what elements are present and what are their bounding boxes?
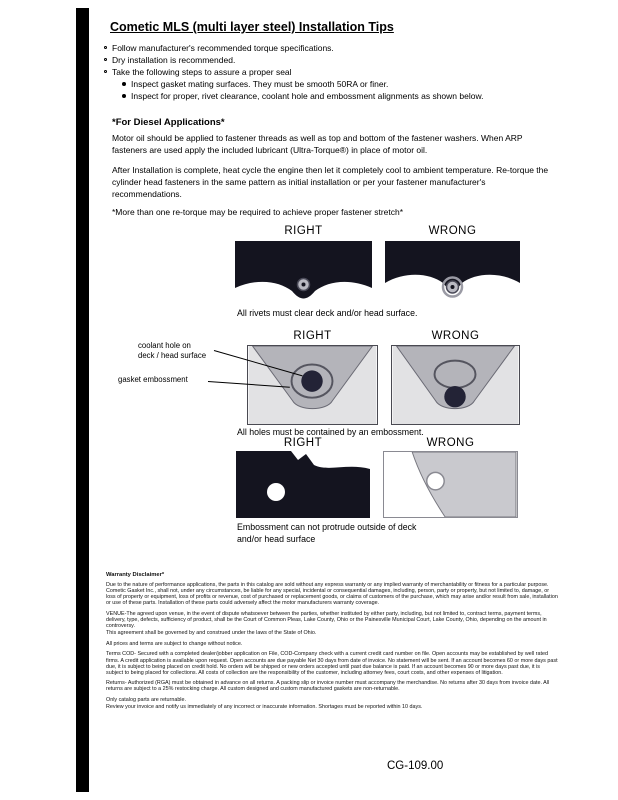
- caption-line: and/or head surface: [237, 533, 316, 544]
- row1-caption: All rivets must clear deck and/or head surface.: [237, 308, 418, 318]
- diesel-applications-heading: *For Diesel Applications*: [112, 117, 225, 128]
- warranty-paragraph: Only catalog parts are returnable.: [106, 697, 187, 703]
- warranty-heading: Warranty Disclaimer*: [106, 572, 165, 578]
- circle-bullet-marker: [104, 46, 107, 49]
- annotation-text: deck / head surface: [138, 350, 207, 360]
- tip-item: [104, 43, 554, 55]
- warranty-paragraph: VENUE-The agreed upon venue, in the event of dispute whatsoever between the parties, whether instituted by either party, including, but not limited to, contract terms, payment terms, delivery, type, defects, sufficiency of product, shall be the Court of Common Pleas, Lake County, Ohio or the Painesville Municipal Court, Lake County, Ohio, depending on the amount in controversy.: [106, 610, 547, 630]
- diesel-paragraph-2: After Installation is complete, heat cycle the engine then let it completely cool to ambient temperature. Re-torque the cylinder head fasteners in the same pattern as initial installation or per your fastener manufacturer's recommendations.: [112, 165, 549, 199]
- tip-text: Inspect for proper, rivet clearance, coolant hole and embossment alignments as shown below.: [131, 91, 484, 101]
- rivet-clearance-right-diagram: [235, 241, 372, 303]
- gasket-embossment-annotation: gasket embossment: [118, 375, 188, 384]
- embossment-containment-wrong-diagram: [392, 346, 519, 424]
- rivet-clearance-right-figure: [235, 241, 372, 303]
- row3-caption: [237, 522, 416, 545]
- dot-bullet-marker: [122, 94, 126, 98]
- warranty-paragraph: Review your invoice and notify us immediately of any incorrect or inaccurate information. Shortages must be reported within 10 days.: [106, 704, 423, 711]
- row2-wrong-label: WRONG: [431, 330, 480, 342]
- warranty-paragraph: Terms COD- Secured with a completed dealer/jobber application on File, COD-Company check with a current credit card number on file. Open accounts may be established by well rated firms. A credit application is available upon request. Open accounts are due payable Net 30 days from date of invoice. No statement will be sent. If an account becomes 60 or more days past due, it is subject to being placed on credit hold. No orders will be shipped or new orders accepted until past due balance is paid. If an account becomes 90 or more days past due, it is subject to being placed for collections. All costs of collection are the responsibility of the customer, including attorney fees, court costs, and other expenses of litigation.: [106, 651, 558, 676]
- tip-subitem: [122, 79, 554, 91]
- row3-right-label: RIGHT: [283, 437, 323, 449]
- diesel-paragraph-1: Motor oil should be applied to fastener threads as well as top and bottom of the fastener washers. When ARP fasteners are used apply the included lubricant (Ultra-Torque®) in place of motor oil.: [112, 133, 523, 155]
- tip-text: Take the following steps to assure a proper seal: [112, 67, 292, 77]
- tip-item: [104, 55, 554, 67]
- tip-text: Follow manufacturer's recommended torque specifications.: [112, 43, 334, 53]
- caption-line: Embossment can not protrude outside of deck: [237, 522, 417, 532]
- warranty-paragraph: This agreement shall be governed by and construed under the laws of the State of Ohio.: [106, 630, 317, 637]
- rivet-clearance-wrong-diagram: [385, 241, 520, 303]
- row3-wrong-label: WRONG: [426, 437, 475, 449]
- circle-bullet-marker: [104, 70, 107, 73]
- left-margin-bar: [76, 8, 89, 792]
- rivet-clearance-wrong-figure: [385, 241, 520, 303]
- warranty-disclaimer-section: [106, 572, 558, 715]
- warranty-paragraph: Due to the nature of performance applications, the parts in this catalog are sold without any express warranty or any implied warranty of merchantability or fitness for a particular purpose. Cometic Gasket Inc., shall not, under any circumstances, be liable for any special, incidental or consequential damages, including, person, party or property, but not limited to, damage, or loss of property or equipment, loss of profits or revenue, cost of purchased or replacement goods, or claims of customers of the purchase, which may arise and/or result from sale, installation or use of these parts. Installation of these parts could adversely affect the motor manufacturers warranty coverage.: [106, 582, 558, 607]
- coolant-hole: [444, 386, 465, 407]
- row1-wrong-label: WRONG: [428, 225, 477, 237]
- annotation-text: coolant hole on: [138, 341, 191, 350]
- warranty-paragraph: All prices and terms are subject to change without notice.: [106, 640, 243, 647]
- tip-text: Dry installation is recommended.: [112, 55, 236, 65]
- retorque-note: *More than one re-torque may be required to achieve proper fastener stretch*: [112, 207, 404, 217]
- embossment-containment-wrong-figure: [391, 345, 520, 425]
- tip-item: [104, 67, 554, 79]
- embossment-protrusion-wrong-diagram: [384, 452, 517, 517]
- row2-caption: All holes must be contained by an embossment.: [237, 427, 424, 437]
- installation-tips-list: [104, 43, 554, 103]
- embossment-protrusion-right-figure: [236, 451, 370, 518]
- coolant-hole-annotation: [138, 341, 214, 360]
- row2-right-label: RIGHT: [293, 330, 332, 342]
- warranty-paragraph: Returns- Authorized (RGA) must be obtained in advance on all returns. A packing slip or invoice number must accompany the merchandise. No returns after 30 days from invoice date. All returns are subject to a 25% restocking charge. All custom designed and custom manufactured gaskets are non-returnable.: [106, 680, 550, 693]
- tip-text: Inspect gasket mating surfaces. They must be smooth 50RA or finer.: [131, 79, 389, 89]
- tip-subitem: [122, 91, 554, 103]
- page-title: Cometic MLS (multi layer steel) Installation Tips: [110, 20, 394, 34]
- page-number: CG-109.00: [387, 760, 444, 772]
- embossment-circle: [267, 483, 285, 501]
- embossment-protrusion-right-diagram: [236, 451, 370, 518]
- dot-bullet-marker: [122, 82, 126, 86]
- row1-right-label: RIGHT: [284, 225, 323, 237]
- coolant-hole: [301, 370, 322, 391]
- embossment-protrusion-wrong-figure: [383, 451, 518, 518]
- embossment-circle: [427, 472, 444, 489]
- circle-bullet-marker: [104, 58, 107, 61]
